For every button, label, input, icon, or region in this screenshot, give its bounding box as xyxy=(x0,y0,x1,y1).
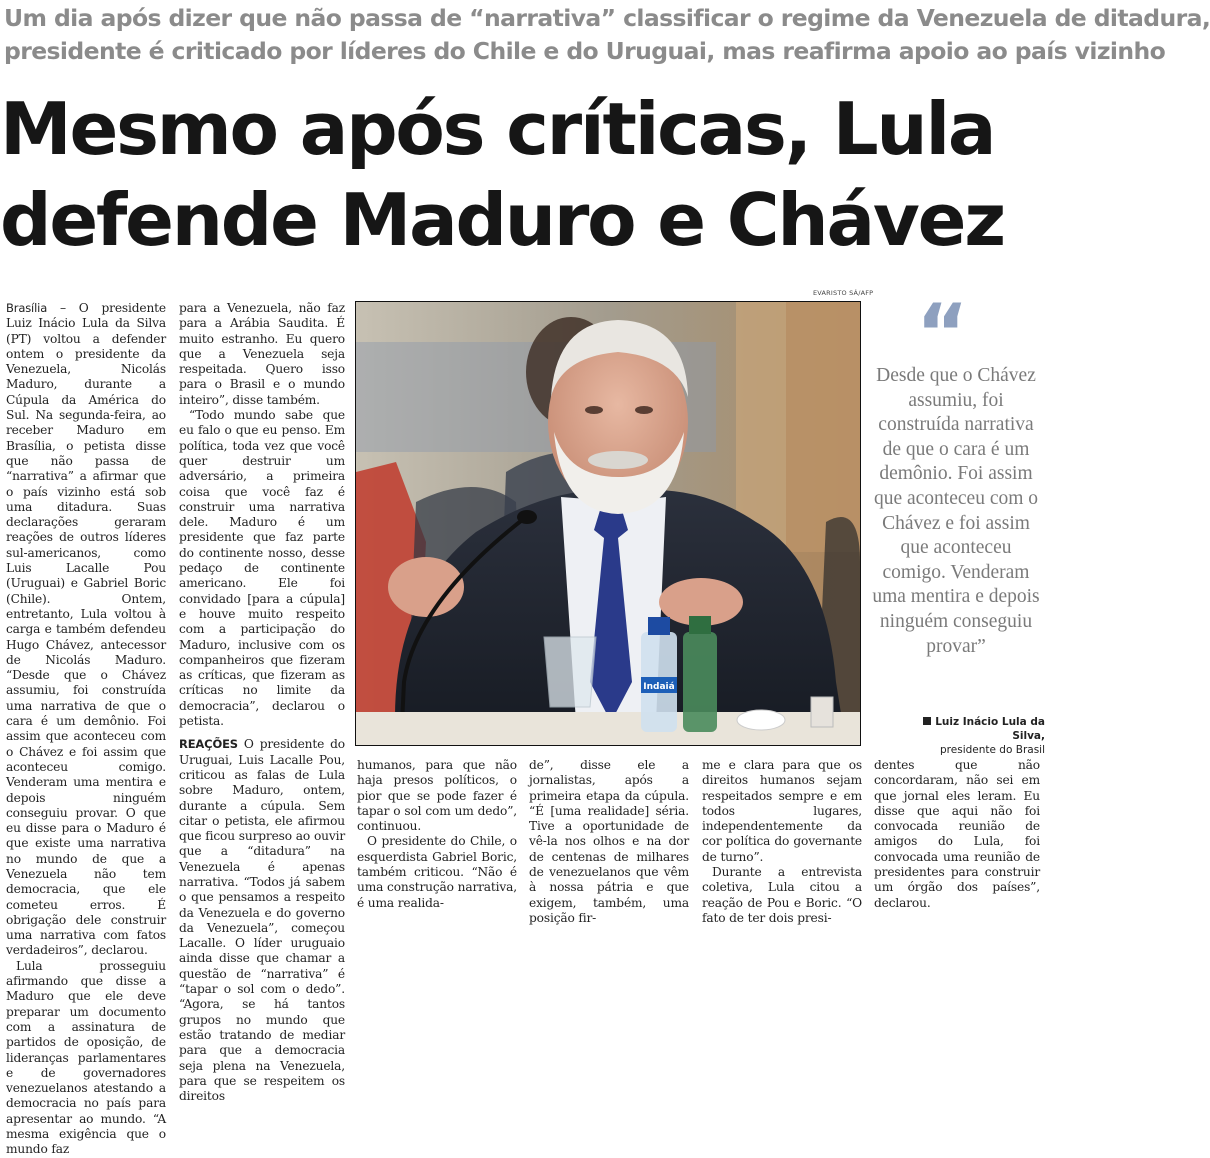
paragraph: REAÇÕES O presidente do Uruguai, Luis Lacalle Pou, criticou as falas de Lula sobre Maduro, ontem, durante a cúpula. Sem citar o petista, ele afirmou que ficou surpreso ao ouvir que a “ditadura” na Venezuela é apenas narrativa. “Todos já sabem o que pensamos a respeito da Venezuela e do governo da Venezuela”, começou Lacalle. O líder uruguaio ainda disse que chamar a questão de “narrativa” é “tapar o sol com o dedo”. “Agora, se há tantos grupos no mundo que estão tratando de mediar para que a democracia seja plena na Venezuela, para que se respeitem os direitos xyxy=(179,737,345,1104)
article-column-3 xyxy=(357,758,517,910)
quote-author-role: presidente do Brasil xyxy=(940,744,1045,756)
paragraph: dentes que não concordaram, não sei em que jornal eles leram. Eu disse que aqui não foi convocada reunião de amigos do Lula, foi convocada uma reunião de presidentes para construir um órgão dos países”, declarou. xyxy=(874,758,1040,910)
pull-quote: Desde que o Chávez assumiu, foi construída narrativa de que o cara é um demônio. Foi assim que aconteceu com o Chávez e foi assim que aconteceu comigo. Venderam uma mentira e depois ninguém conseguiu provar” xyxy=(872,365,1040,657)
paragraph: “Todo mundo sabe que eu falo o que eu penso. Em política, toda vez que você quer destruir um adversário, a primeira coisa que você faz é construir uma narrativa dele. Maduro é um presidente que faz parte do continente nosso, desse pedaço de continente americano. Ele foi convidado [para a cúpula] e houve muito respeito com a participação do Maduro, inclusive com os companheiros que fizeram as críticas, que fizeram as críticas no limite da democracia”, declarou o petista. xyxy=(179,408,345,729)
article-column-5 xyxy=(702,758,862,925)
paragraph: de”, disse ele a jornalistas, após a primeira etapa da cúpula. “É [uma realidade] séria. Tive a oportunidade de vê-la nos olhos e na dor de centenas de milhares de venezuelanos que vêm à nossa pátria e que exigem, também, uma posição fir- xyxy=(529,758,689,925)
article-column-6 xyxy=(874,758,1040,910)
article-column-4 xyxy=(529,758,689,925)
article-column-1 xyxy=(6,301,166,1157)
paragraph: O presidente do Chile, o esquerdista Gabriel Boric, também criticou. “Não é uma construção narrativa, é uma realida- xyxy=(357,834,517,910)
bottle-label: Indaiá xyxy=(643,682,675,692)
kicker-line-2: presidente é criticado por líderes do Chile e do Uruguai, mas reafirma apoio ao país vizinho xyxy=(4,37,1166,65)
headline xyxy=(0,84,1047,266)
paragraph: para a Venezuela, não faz para a Arábia Saudita. É muito estranho. Eu quero que a Venezuela seja respeitada. Quero isso para o Brasil e o mundo inteiro”, disse também. xyxy=(179,301,345,407)
pull-quote-attribution xyxy=(895,715,1045,757)
headline-line-2: defende Maduro e Chávez xyxy=(0,178,1004,262)
headline-line-1: Mesmo após críticas, Lula xyxy=(0,87,995,171)
paragraph: me e clara para que os direitos humanos sejam respeitados sempre e em todos lugares, independentemente da cor política do governante de turno”. xyxy=(702,758,862,864)
quote-author: Luiz Inácio Lula da Silva, xyxy=(935,716,1045,742)
quote-mark-icon: “ xyxy=(916,287,969,380)
kicker-line-1: Um dia após dizer que não passa de “narrativa” classificar o regime da Venezuela de ditadura, xyxy=(4,4,1210,32)
dateline: Brasília xyxy=(6,301,48,315)
paragraph: Brasília – O presidente Luiz Inácio Lula da Silva (PT) voltou a defender ontem o presidente da Venezuela, Nicolás Maduro, durante a Cúpula da América do Sul. Na segunda-feira, ao receber Maduro em Brasília, o petista disse que não passa de “narrativa” a afirmar que o país vizinho está sob uma ditadura. Suas declarações geraram reações de outros líderes sul-americanos, como Luis Lacalle Pou (Uruguai) e Gabriel Boric (Chile). Ontem, entretanto, Lula voltou à carga e também defendeu Hugo Chávez, antecessor de Nicolás Maduro. “Desde que o Chávez assumiu, foi construída uma narrativa de que o cara é um demônio. Foi assim que aconteceu com o Chávez e foi assim que aconteceu comigo. Venderam uma mentira e depois ninguém conseguiu provar. O que eu disse para o Maduro é que existe uma narrativa no mundo de que a Venezuela não tem democracia, que ele cometeu erros. É obrigação dele construir uma narrativa com fatos verdadeiros”, declarou. xyxy=(6,301,166,958)
bullet-square-icon xyxy=(923,717,931,725)
paragraph: humanos, para que não haja presos políticos, o pior que se pode fazer é tapar o sol com um dedo”, continuou. xyxy=(357,758,517,834)
photo-illustration xyxy=(356,302,860,745)
article-column-2 xyxy=(179,301,345,1104)
kicker xyxy=(4,2,1210,68)
photo-credit: EVARISTO SÁ/AFP xyxy=(813,289,874,297)
section-subhead: REAÇÕES xyxy=(179,737,238,752)
article-photo xyxy=(355,301,861,746)
paragraph: Lula prosseguiu afirmando que disse a Maduro que ele deve preparar um documento com a assinatura de partidos de oposição, de lideranças parlamentares e de governadores venezuelanos atestando a democracia no país para apresentar ao mundo. “A mesma exigência que o mundo faz xyxy=(6,958,166,1157)
paragraph: Durante a entrevista coletiva, Lula citou a reação de Pou e Boric. “O fato de ter dois presi- xyxy=(702,865,862,925)
